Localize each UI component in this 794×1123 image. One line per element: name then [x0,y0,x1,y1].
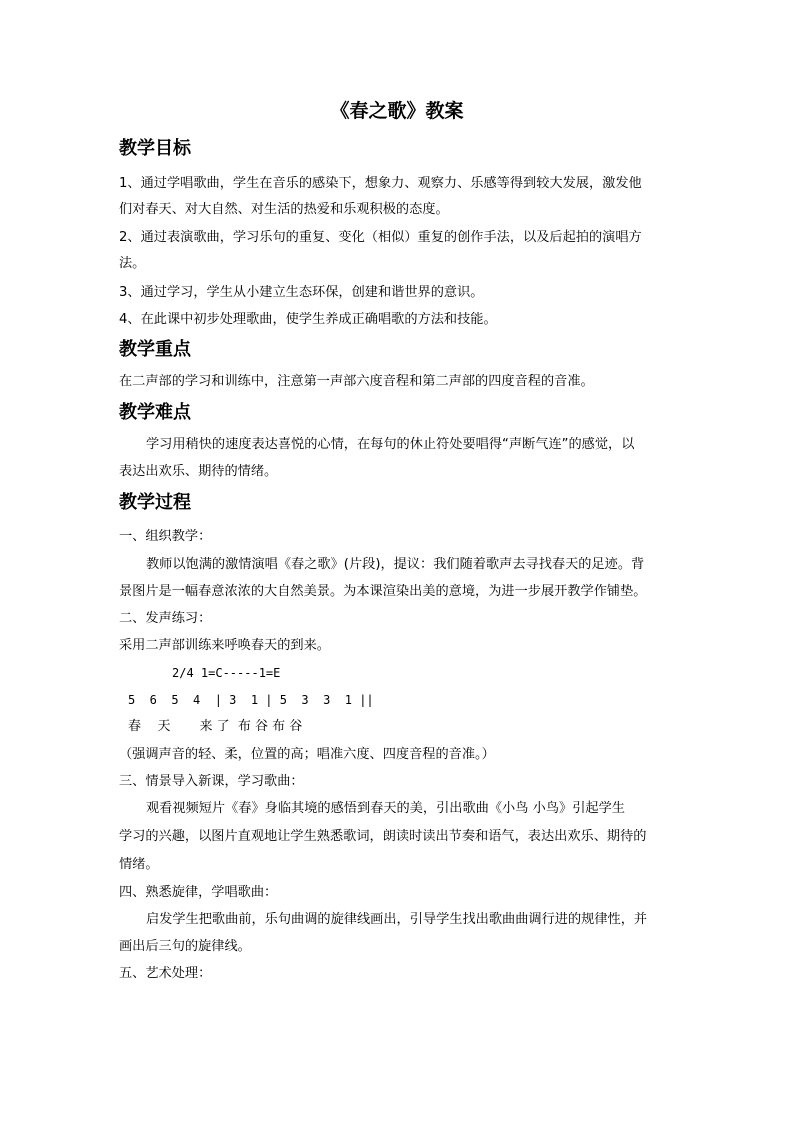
process-line-5: 采用二声部训练来呼唤春天的到来。 [119,638,330,653]
process-line-3: 景图片是一幅春意浓浓的大自然美景。为本课渲染出美的意境，为进一步展开教学作铺垫。 [119,584,647,599]
goals-line-2: 们对春天、对大自然、对生活的热爱和乐观积极的态度。 [119,202,449,217]
process-line-15: 启发学生把歌曲前，乐句曲调的旋律线画出，引导学生找出歌曲曲调行进的规律性，并 [146,912,648,927]
notation-key-line: 2/4 1=C-----1=E [172,666,281,680]
goals-line-1: 1、通过学唱歌曲，学生在音乐的感染下，想象力、观察力、乐感等得到较大发展，激发他 [119,176,642,191]
goals-line-6: 4、在此课中初步处理歌曲，使学生养成正确唱歌的方法和技能。 [119,312,497,327]
heading-process: 教学过程 [119,492,191,513]
process-line-13: 情绪。 [119,857,159,872]
process-line-17: 五、艺术处理： [119,966,212,981]
goals-line-4: 法。 [119,256,146,271]
heading-difficulties: 教学难点 [119,402,191,423]
process-line-14: 四、熟悉旋律，学唱歌曲： [119,885,278,900]
process-line-2: 教师以饱满的激情演唱《春之歌》(片段)，提议：我们随着歌声去寻找春天的足迹。背 [146,557,645,572]
process-line-9: （强调声音的轻、柔，位置的高；唱准六度、四度音程的音准。） [119,747,495,762]
process-line-11: 观看视频短片《春》身临其境的感悟到春天的美，引出歌曲《小鸟 小鸟》引起学生 [146,801,625,816]
notation-lyrics-line: 春 天 来 了 布 谷 布 谷 [128,719,303,734]
process-line-1: 一、组织教学： [119,529,212,544]
goals-line-3: 2、通过表演歌曲，学习乐句的重复、变化（相似）重复的创作手法，以及后起拍的演唱方 [119,230,642,245]
notation-melody-line: 5 6 5 4 | 3 1 | 5 3 3 1 || [128,693,374,707]
process-line-4: 二、发声练习： [119,611,212,626]
document-title: 《春之歌》教案 [330,100,464,122]
key-line-1: 在二声部的学习和训练中，注意第一声部六度音程和第二声部的四度音程的音准。 [119,374,594,389]
difficulty-line-2: 表达出欢乐、期待的情绪。 [119,464,278,479]
process-line-16: 画出后三句的旋律线。 [119,939,251,954]
process-line-12: 学习的兴趣，以图片直观地让学生熟悉歌词，朗读时读出节奏和语气，表达出欢乐、期待的 [119,829,647,844]
heading-key-points: 教学重点 [119,339,191,360]
heading-goals: 教学目标 [119,138,191,159]
difficulty-line-1: 学习用稍快的速度表达喜悦的心情，在每句的休止符处要唱得“声断气连”的感觉，以 [146,437,635,452]
process-line-10: 三、情景导入新课，学习歌曲： [119,774,304,789]
goals-line-5: 3、通过学习，学生从小建立生态环保，创建和谐世界的意识。 [119,285,484,300]
